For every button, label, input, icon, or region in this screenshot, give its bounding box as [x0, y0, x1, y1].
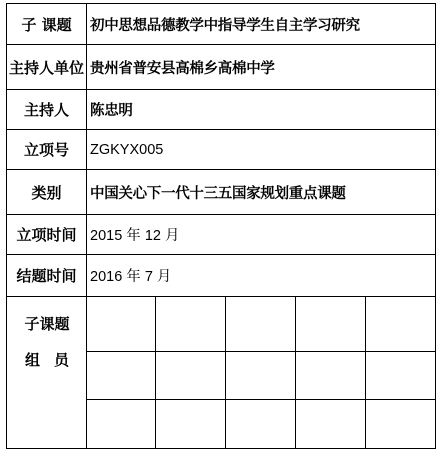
- member-cell: [156, 297, 226, 352]
- member-cell: [296, 400, 366, 448]
- members-label-line2: 组员: [24, 351, 83, 369]
- subtopic-value: 初中思想品德教学中指导学生自主学习研究: [90, 17, 360, 34]
- member-cell: [226, 297, 296, 352]
- row-host: [7, 89, 435, 129]
- row-host-unit: [7, 44, 435, 89]
- row-members: [7, 296, 435, 448]
- member-cell: [366, 352, 435, 400]
- row-subtopic: [7, 4, 435, 44]
- start-date-label: 立项时间: [7, 215, 87, 254]
- row-project-number: [7, 129, 435, 169]
- member-cell: [226, 352, 296, 400]
- members-label-line1: 子课题: [24, 315, 70, 333]
- start-date-value: 2015 年 12 月: [90, 228, 180, 244]
- row-start-date: [7, 214, 435, 254]
- category-value: 中国关心下一代十三五国家规划重点课题: [90, 185, 346, 202]
- member-cell: [87, 297, 156, 352]
- subtopic-label: 子 课题: [7, 4, 87, 44]
- member-cell: [156, 352, 226, 400]
- members-grid: [87, 297, 435, 448]
- member-cell: [87, 352, 156, 400]
- row-category: [7, 169, 435, 214]
- project-number-value: ZGKYX005: [90, 141, 164, 158]
- member-cell: [87, 400, 156, 448]
- category-label: 类别: [7, 170, 87, 214]
- members-label: [7, 297, 87, 448]
- member-cell: [366, 297, 435, 352]
- project-info-table: [6, 3, 436, 449]
- row-end-date: [7, 254, 435, 296]
- member-cell: [156, 400, 226, 448]
- host-label: 主持人: [7, 90, 87, 129]
- host-unit-value: 贵州省普安县高棉乡高棉中学: [90, 60, 275, 77]
- member-cell: [366, 400, 435, 448]
- end-date-value: 2016 年 7 月: [90, 269, 172, 285]
- project-number-label: 立项号: [7, 130, 87, 169]
- member-cell: [296, 352, 366, 400]
- host-value: 陈忠明: [90, 103, 133, 119]
- end-date-label: 结题时间: [7, 255, 87, 296]
- host-unit-label: 主持人单位: [7, 45, 87, 89]
- member-cell: [296, 297, 366, 352]
- member-cell: [226, 400, 296, 448]
